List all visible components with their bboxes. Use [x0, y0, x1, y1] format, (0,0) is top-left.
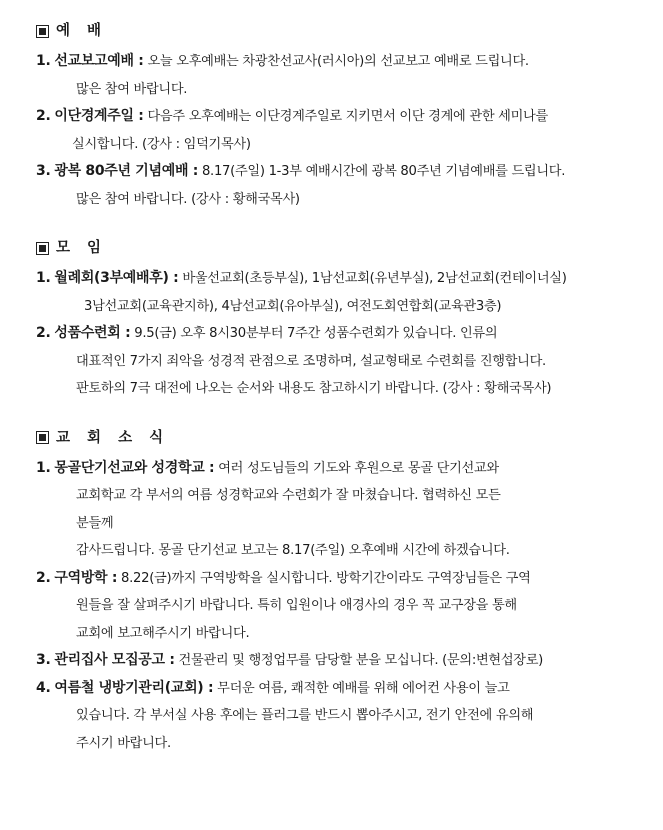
- section-meetings: [36, 237, 639, 403]
- item-text: 다음주 오후예배는 이단경계주일로 지키면서 이단 경계에 관한 세미나를: [143, 109, 548, 124]
- item-continuation: 많은 참여 바랍니다.: [76, 81, 188, 97]
- section-title-meetings: [36, 237, 639, 259]
- item-continuation: 3남선교회(교육관지하), 4남선교회(유아부실), 여전도회연합회(교육관3층): [84, 298, 502, 314]
- item-number: 1.: [36, 270, 51, 286]
- item-continuation: 교회에 보고해주시기 바랍니다.: [76, 625, 250, 641]
- item-text: 8.17(주일) 1-3부 예배시간에 광복 80주년 기념예배를 드립니다.: [198, 164, 566, 179]
- item-heading: 월례회(3부예배후) :: [54, 270, 179, 286]
- list-item: [36, 675, 639, 703]
- section-title-text: 모 임: [56, 240, 108, 256]
- item-continuation: 교회학교 각 부서의 여름 성경학교와 수련회가 잘 마쳤습니다. 협력하신 모든: [76, 488, 501, 503]
- section-title-text: 예 배: [56, 23, 108, 39]
- item-number: 1.: [36, 459, 51, 476]
- item-heading: 관리집사 모집공고 :: [54, 652, 175, 668]
- item-text: 건물관리 및 행정업무를 담당할 분을 모십니다. (문의:변현섭장로): [174, 653, 544, 668]
- item-heading: 성품수련회 :: [54, 325, 131, 341]
- item-heading: 이단경계주일 :: [54, 108, 144, 124]
- item-heading: 여름철 냉방기관리(교회) :: [54, 679, 214, 696]
- item-number: 4.: [36, 679, 51, 696]
- item-continuation: 감사드립니다. 몽골 단기선교 보고는 8.17(주일) 오후예배 시간에 하겠습니다.: [76, 543, 510, 558]
- list-item: [36, 320, 639, 348]
- square-bullet-icon: [36, 242, 49, 255]
- item-text: 오늘 오후예배는 차광찬선교사(러시아)의 선교보고 예배로 드립니다.: [143, 54, 529, 69]
- item-continuation: 분들께: [76, 515, 114, 531]
- item-number: 2.: [36, 325, 51, 341]
- section-church-news: [36, 427, 639, 758]
- item-text: 8.22(금)까지 구역방학을 실시합니다. 방학기간이라도 구역장님들은 구역: [117, 570, 531, 586]
- item-number: 3.: [36, 652, 51, 668]
- item-continuation: 대표적인 7가지 죄악을 성경적 관점으로 조명하며, 설교형태로 수련회를 진행합니다.: [76, 353, 546, 369]
- item-heading: 몽골단기선교와 성경학교 :: [54, 459, 215, 476]
- item-heading: 광복 80주년 기념예배 :: [54, 163, 199, 179]
- item-text: 무더운 여름, 쾌적한 예배를 위해 에어컨 사용이 늘고: [213, 680, 510, 696]
- list-item: [36, 455, 639, 483]
- item-continuation: 주시기 바랍니다.: [76, 735, 171, 751]
- list-item: [36, 647, 639, 675]
- item-continuation: 있습니다. 각 부서실 사용 후에는 플러그를 반드시 뽑아주시고, 전기 안전에 유의해: [76, 708, 534, 723]
- list-item: [36, 103, 639, 131]
- section-title-worship: [36, 20, 639, 42]
- list-item: [36, 565, 639, 593]
- square-bullet-icon: [36, 25, 49, 38]
- list-item: [36, 265, 639, 293]
- section-title-text: 교 회 소 식: [56, 429, 170, 446]
- item-continuation: 원들을 잘 살펴주시기 바랍니다. 특히 입원이나 애경사의 경우 꼭 교구장을 통해: [76, 598, 517, 613]
- list-item: [36, 48, 639, 76]
- item-text: 여러 성도님들의 기도와 후원으로 몽골 단기선교와: [214, 460, 499, 476]
- item-number: 2.: [36, 108, 51, 124]
- item-text: 바울선교회(초등부실), 1남선교회(유년부실), 2남선교회(컨테이너실): [178, 271, 567, 286]
- item-heading: 선교보고예배 :: [54, 53, 144, 69]
- item-continuation: 실시합니다. (강사 : 임덕기목사): [72, 136, 251, 152]
- item-heading: 구역방학 :: [54, 569, 118, 586]
- item-continuation: 많은 참여 바랍니다. (강사 : 황해국목사): [76, 191, 300, 207]
- item-number: 1.: [36, 53, 51, 69]
- square-bullet-icon: [36, 431, 49, 444]
- item-continuation: 판토하의 7극 대전에 나오는 순서와 내용도 참고하시기 바랍니다. (강사 : 황해국목사): [76, 381, 552, 396]
- section-worship: [36, 20, 639, 213]
- list-item: [36, 158, 639, 186]
- item-text: 9.5(금) 오후 8시30분부터 7주간 성품수련회가 있습니다. 인류의: [130, 326, 498, 341]
- item-number: 3.: [36, 163, 51, 179]
- item-number: 2.: [36, 569, 51, 586]
- section-title-church-news: [36, 427, 639, 449]
